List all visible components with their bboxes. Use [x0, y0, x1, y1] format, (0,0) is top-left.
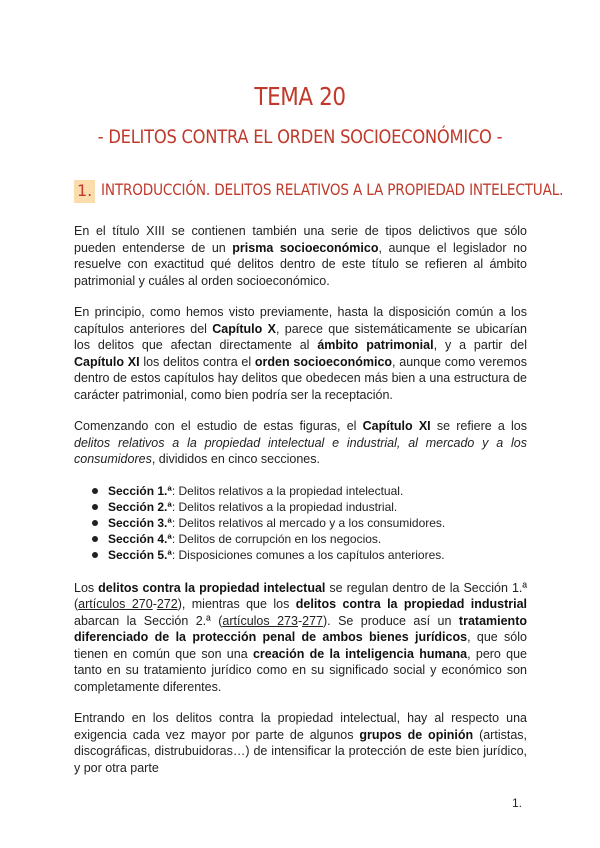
bold-text: orden socioeconómico [254, 354, 393, 369]
sections-list [74, 483, 527, 563]
bold-text: tratamiento diferenciado de la protección penal de ambos bienes jurídicos [74, 613, 527, 644]
text-run: - [152, 597, 157, 611]
text-run: , y a partir del [433, 338, 527, 352]
document-title: TEMA 20 [254, 82, 346, 111]
article-link[interactable]: artículos 270 [78, 597, 153, 611]
article-link[interactable]: artículos 273 [222, 613, 298, 628]
section-title: INTRODUCCIÓN. DELITOS RELATIVOS A LA PROPIEDAD INTELECTUAL. [101, 180, 564, 199]
text-run: , divididos en cinco secciones. [151, 452, 320, 466]
list-item [108, 499, 527, 515]
text-run: , aunque como veremos dentro de estos capítulos hay delitos que obedecen más bien a una estructura de carácter patrimonial, como bien podría ser la receptación. [74, 354, 527, 402]
paragraph-3 [74, 418, 527, 468]
bold-text: delitos contra la propiedad intelectual [98, 580, 326, 595]
list-item [108, 515, 527, 531]
text-run: se refiere a los [430, 419, 528, 433]
page-number: 1. [512, 796, 523, 810]
text-run: En el título XIII se contienen también una serie de tipos delictivos que sólo pueden entenderse de un [74, 224, 527, 255]
text-run: , pero que tanto en su tratamiento jurídico como en su significado social y económico son completamente diferentes. [74, 646, 528, 694]
text-run: abarcan la Sección 2.ª ( [74, 613, 223, 628]
paragraph-5 [74, 710, 527, 776]
bold-text: Capítulo XI [362, 419, 431, 433]
text-run: Comenzando con el estudio de estas figuras, el [74, 419, 363, 433]
bold-text: ámbito patrimonial [317, 338, 434, 352]
article-link[interactable]: 277 [302, 613, 323, 628]
list-item-text: : Delitos relativos al mercado y a los consumidores. [171, 515, 446, 530]
italic-text: delitos relativos a la propiedad intelectual e industrial, al mercado y a los consumidores [74, 435, 527, 466]
list-item-text: : Delitos relativos a la propiedad intelectual. [171, 483, 404, 498]
bullet-icon [92, 520, 98, 526]
bullet-icon [92, 488, 98, 494]
paragraph-2 [74, 304, 527, 403]
bold-text: grupos de opinión [359, 727, 474, 742]
text-run: , aunque el legislador no resuelve con exactitud qué delitos dentro de este título se refieren al ámbito patrimonial y cuáles al orden socioeconómico. [74, 240, 527, 288]
section-number: 1. [74, 180, 95, 203]
list-item-label: Sección 5.ª [108, 547, 172, 562]
text-run: los delitos contra el [139, 354, 255, 369]
list-item-label: Sección 2.ª [108, 499, 172, 514]
list-item-text: : Disposiciones comunes a los capítulos anteriores. [171, 547, 445, 562]
text-run: Los [74, 580, 99, 595]
paragraph-1 [74, 223, 527, 289]
list-item-label: Sección 3.ª [108, 515, 172, 530]
text-run: Entrando en los delitos contra la propiedad intelectual, hay al respecto una exigencia cada vez mayor por parte de algunos [74, 711, 527, 742]
bullet-icon [92, 504, 98, 510]
list-item [108, 547, 527, 563]
text-run: , parece que sistemáticamente se ubicarían los delitos que afectan directamente al [74, 321, 528, 352]
text-run: ). Se produce así un [322, 613, 459, 628]
list-item [108, 531, 527, 547]
bold-text: prisma socioeconómico [232, 240, 379, 255]
bold-text: Capítulo X [212, 321, 276, 336]
text-run: (artistas, discográficas, distrubuidoras…) de intensificar la protección de este bien jurídico, y por otra parte [74, 727, 527, 775]
text-run: En principio, como hemos visto previamente, hasta la disposición común a los capítulos anteriores del [74, 305, 527, 336]
bullet-icon [92, 552, 98, 558]
text-run: , que sólo tienen en común que son una [74, 630, 527, 661]
text-run: ), mientras que los [177, 597, 296, 611]
document-subtitle: - DELITOS CONTRA EL ORDEN SOCIOECONÓMICO - [97, 126, 503, 148]
section-heading [74, 180, 564, 208]
text-run: se regulan dentro de la Sección 1.ª ( [74, 580, 527, 611]
list-item-label: Sección 1.ª [108, 483, 172, 498]
paragraph-4 [74, 580, 527, 696]
text-run: - [297, 613, 303, 628]
bold-text: creación de la inteligencia humana [252, 646, 468, 661]
list-item-label: Sección 4.ª [108, 531, 172, 546]
bold-text: delitos contra la propiedad industrial [295, 597, 527, 611]
bold-text: Capítulo XI [74, 354, 140, 369]
list-item [108, 483, 527, 499]
bullet-icon [92, 536, 98, 542]
list-item-text: : Delitos de corrupción en los negocios. [171, 531, 382, 546]
list-item-text: : Delitos relativos a la propiedad industrial. [171, 499, 398, 514]
document-body [74, 223, 527, 776]
article-link[interactable]: 272 [156, 597, 178, 611]
